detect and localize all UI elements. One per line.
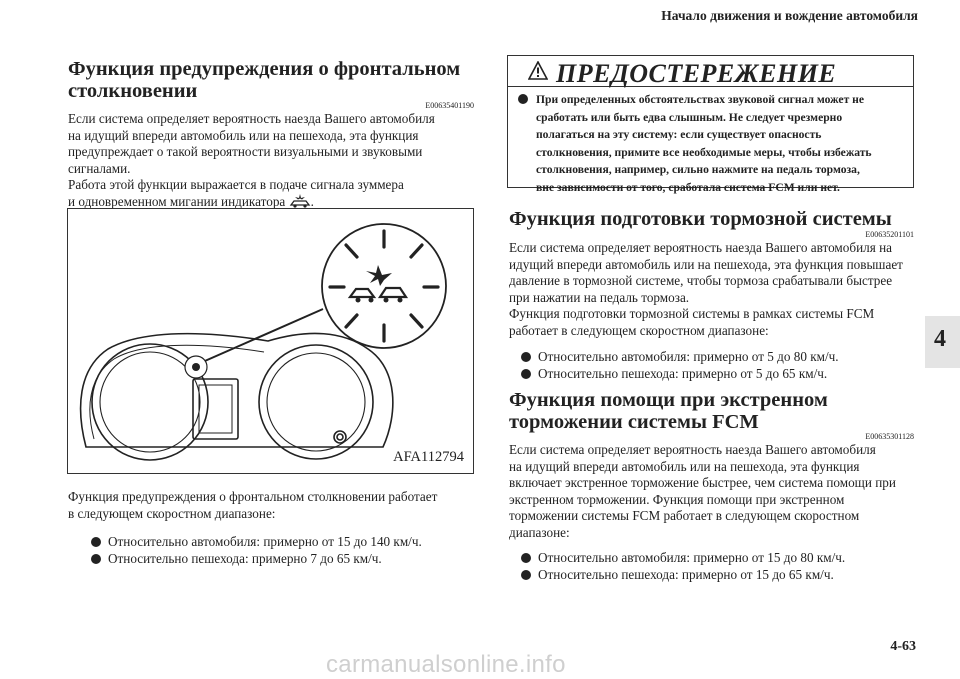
section3-bullets xyxy=(521,550,845,583)
section1-title xyxy=(68,58,460,102)
warning-title: ПРЕДОСТЕРЕЖЕНИЕ xyxy=(556,59,837,88)
section3-title xyxy=(509,389,828,433)
text-line: Если система определяет вероятность наезда Вашего автомобиля на xyxy=(509,240,892,255)
section1-paragraph2 xyxy=(68,489,437,522)
section3-title-line: торможении системы FCM xyxy=(509,411,759,433)
text-line: При определенных обстоятельствах звуковой сигнал может не xyxy=(518,91,872,109)
warning-text xyxy=(518,91,872,197)
text-line: идущий впереди автомобиль или на пешехода, эта функция повышает xyxy=(509,256,903,272)
list-item: Относительно автомобиля: примерно от 15 до 140 км/ч. xyxy=(91,534,422,551)
text-line: Если система определяет вероятность наезда Вашего автомобиля xyxy=(68,111,435,126)
text-line: столкновения, примите все необходимые меры, чтобы избежать xyxy=(536,145,872,159)
text-line: в следующем скоростном диапазоне: xyxy=(68,505,276,521)
section2-code: E00635201101 xyxy=(865,230,914,239)
section2-bullets xyxy=(521,349,839,382)
text-line: Работа этой функции выражается в подаче сигнала зуммера xyxy=(68,177,404,193)
chapter-tab xyxy=(925,316,960,368)
text-line: Функция предупреждения о фронтальном столкновении работает xyxy=(68,489,438,504)
text-line: вне зависимости от того, сработала система FCM или нет. xyxy=(536,180,840,194)
text-line: сработать или быть едва слышным. Не следует чрезмерно xyxy=(536,110,843,124)
chapter-tab-number: 4 xyxy=(934,326,946,352)
section2-paragraph xyxy=(509,240,903,340)
text-span: и одновременном мигании индикатора xyxy=(68,193,286,209)
text-line: на идущий впереди автомобиль или на пешехода, эта функция xyxy=(509,458,860,474)
fcm-indicator-icon xyxy=(289,194,311,208)
text-line: Если система определяет вероятность наезда Вашего автомобиля xyxy=(509,442,876,457)
warning-triangle-icon xyxy=(528,61,548,80)
list-item: Относительно пешехода: примерно от 15 до 65 км/ч. xyxy=(521,567,845,584)
text-line: торможении системы FCM работает в следующем скоростном xyxy=(509,508,860,524)
section1-title-line: Функция предупреждения о фронтальном xyxy=(68,58,461,80)
list-item: Относительно автомобиля: примерно от 5 до 80 км/ч. xyxy=(521,349,839,366)
text-line: давление в тормозной системе, чтобы тормоза срабатывали быстрее xyxy=(509,273,893,289)
watermark: carmanualsonline.info xyxy=(326,651,566,678)
figure-label: AFA112794 xyxy=(393,449,464,465)
running-header: Начало движения и вождение автомобиля xyxy=(661,8,918,23)
text-line: предупреждает о такой вероятности визуальными и звуковыми xyxy=(68,144,423,160)
section3-title-line: Функция помощи при экстренном xyxy=(509,389,828,411)
section1-title-line: столкновении xyxy=(68,80,198,102)
text-line: на идущий впереди автомобиль или на пешехода, эта функция xyxy=(68,127,419,143)
page-number: 4-63 xyxy=(890,639,916,654)
text-line: столкновения, например, сильно нажмите на педаль тормоза, xyxy=(536,163,860,177)
text-line: сигналами. xyxy=(68,160,131,176)
text-line: при нажатии на педаль тормоза. xyxy=(509,289,690,305)
section3-code: E00635301128 xyxy=(865,432,914,441)
section2-title: Функция подготовки тормозной системы xyxy=(509,208,892,230)
text-line: полагаться на эту систему: если существует опасность xyxy=(536,128,822,142)
list-item: Относительно пешехода: примерно 7 до 65 км/ч. xyxy=(91,551,422,568)
text-line: включает экстренное торможение быстрее, чем система помощи при xyxy=(509,475,896,491)
text-line: работает в следующем скоростном диапазоне: xyxy=(509,322,769,338)
text-line: диапазоне: xyxy=(509,524,570,540)
section3-paragraph xyxy=(509,442,896,542)
text-line: Функция подготовки тормозной системы в рамках системы FCM xyxy=(509,306,875,322)
section1-code: E00635401190 xyxy=(425,101,474,110)
section1-bullets xyxy=(91,534,422,567)
instrument-cluster-drawing xyxy=(68,209,473,473)
text-line: экстренном торможении. Функция помощи при экстренном xyxy=(509,491,845,507)
dashboard-illustration xyxy=(67,208,474,474)
text-span: . xyxy=(310,193,314,209)
list-item: Относительно пешехода: примерно от 5 до 65 км/ч. xyxy=(521,366,839,383)
list-item: Относительно автомобиля: примерно от 15 до 80 км/ч. xyxy=(521,550,845,567)
warning-title-bar xyxy=(508,56,913,87)
warning-box xyxy=(507,55,914,194)
section1-paragraph xyxy=(68,111,435,211)
